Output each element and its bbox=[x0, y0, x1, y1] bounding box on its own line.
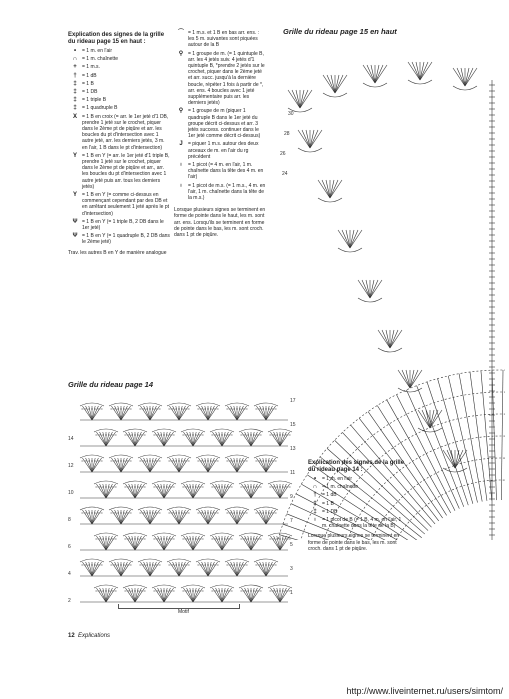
legend-item bbox=[68, 48, 170, 54]
legend-symbol-icon: Ψ bbox=[72, 218, 78, 225]
left-legend-footer: Trav. les autres B en Y de manière analogue bbox=[68, 249, 167, 256]
row-number-right: 17 bbox=[290, 398, 296, 404]
row-number-right: 9 bbox=[290, 494, 293, 500]
legend-symbol-icon: Ψ bbox=[72, 233, 78, 240]
legend-text: = 1 m. chaînette bbox=[82, 56, 118, 63]
legend-symbol-icon: • bbox=[73, 48, 77, 54]
legend-symbol-icon: ‡ bbox=[73, 105, 77, 112]
left-legend-title: Explication des signes de la grille du rideau page 15 en haut : bbox=[68, 32, 165, 45]
right-legend-footer: Lorsque plusieurs signes se terminent en forme de pointe dans le bas, les m. sont croch. dans 1 pt de piqûre. bbox=[308, 533, 400, 552]
row-number-right: 7 bbox=[290, 518, 293, 524]
legend-item bbox=[68, 219, 170, 231]
row-number-right: 11 bbox=[290, 470, 296, 476]
side-number: 30 bbox=[288, 111, 294, 117]
row-number-right: 5 bbox=[290, 542, 293, 548]
legend-symbol-icon: ⚲ bbox=[178, 50, 184, 57]
legend-symbol-icon: † bbox=[73, 72, 77, 79]
row-number-left: 14 bbox=[68, 436, 74, 442]
row-number-left: 8 bbox=[68, 517, 71, 523]
grid14-title: Grille du rideau page 14 bbox=[68, 380, 154, 389]
legend-text: = 1 picot (= 4 m. en l'air, 1 m. chaînette dans la tête des 4 m. en l'air) bbox=[188, 162, 264, 181]
legend-symbol-icon: Y bbox=[72, 152, 77, 159]
row-number-left: 6 bbox=[68, 544, 71, 550]
legend-symbol-icon: ♁ bbox=[178, 162, 184, 169]
left-legend bbox=[68, 32, 170, 256]
section-name: Explications bbox=[78, 633, 111, 639]
legend-symbol-icon: ‡ bbox=[73, 89, 77, 96]
side-number: 26 bbox=[280, 151, 286, 157]
legend-text: = 1 B en Y (= arr. le 1er jeté d'1 triple B, prendre 1 jeté sur le crochet, piquer dans le 2ème pt de piqûre et arr., arr. les boucles du pt d'intersection avec 1 autre jeté puis arr. tous les derniers jetés) bbox=[82, 152, 170, 190]
legend-symbol-icon: ⌒ bbox=[177, 30, 184, 36]
legend-symbol-icon: ⚲ bbox=[178, 108, 184, 115]
row-number-right: 1 bbox=[290, 590, 293, 596]
legend-item bbox=[68, 114, 170, 151]
legend-item bbox=[308, 501, 408, 507]
legend-item bbox=[68, 89, 170, 95]
legend-symbol-icon: + bbox=[73, 64, 77, 71]
legend-item bbox=[308, 476, 408, 482]
legend-text: = 1 B en Y (= 1 quadruple B, 2 DB dans le 2ème jeté) bbox=[82, 233, 170, 246]
legend-symbol-icon: ‡ bbox=[73, 80, 77, 87]
row-number-left: 12 bbox=[68, 463, 74, 469]
legend-item bbox=[68, 192, 170, 217]
legend-text: = 1 m. chaînette bbox=[322, 484, 358, 491]
grid14-diagram bbox=[66, 392, 306, 622]
legend-symbol-icon: ‡ bbox=[313, 500, 317, 507]
legend-item bbox=[68, 105, 170, 111]
right-legend bbox=[308, 460, 408, 552]
legend-symbol-icon: ♁ bbox=[312, 517, 318, 524]
mid-legend bbox=[174, 30, 266, 238]
legend-item bbox=[68, 81, 170, 87]
watermark: http://www.liveinternet.ru/users/simtom/ bbox=[346, 686, 503, 696]
left-legend-items bbox=[68, 48, 170, 246]
legend-item bbox=[68, 97, 170, 103]
legend-text: = 1 m. en l'air bbox=[322, 476, 352, 482]
legend-symbol-icon: X bbox=[72, 113, 77, 120]
legend-text: = 1 DB bbox=[82, 89, 98, 96]
row-number-left: 4 bbox=[68, 571, 71, 577]
legend-text: = 1 dB bbox=[82, 72, 97, 79]
legend-text: = 1 m.s. et 1 B en bas arr. ens. : les 5 m. suivantes sont piquées autour de la B bbox=[188, 30, 260, 49]
legend-symbol-icon: ∩ bbox=[72, 56, 78, 63]
row-number-left: 2 bbox=[68, 598, 71, 604]
side-number: 28 bbox=[284, 131, 290, 137]
legend-item bbox=[68, 233, 170, 245]
legend-text: = 1 B en Y (= comme ci-dessus en commençant cependant par des DB et en arrêtant seulement 1 jeté après le pt d'intersection) bbox=[82, 192, 169, 217]
right-legend-title: Explication des signes de la grille du rideau page 14 : bbox=[308, 460, 405, 473]
row-number-left: 10 bbox=[68, 490, 74, 496]
legend-item bbox=[68, 73, 170, 79]
motif-bracket bbox=[118, 604, 240, 609]
legend-text: = 1 B en Y (= 1 triple B, 2 DB dans le 1er jeté) bbox=[82, 218, 164, 232]
row-number-right: 13 bbox=[290, 446, 296, 452]
legend-text: = 1 m. en l'air bbox=[82, 48, 112, 54]
legend-symbol-icon: J bbox=[179, 141, 183, 148]
legend-item bbox=[308, 517, 408, 529]
legend-text: = 1 picot de B (= 1 B, 4 m. en l'air, 1 m. chaînette dans la tête de la B) bbox=[322, 517, 402, 530]
legend-item bbox=[174, 108, 266, 139]
motif-label: Motif bbox=[178, 609, 189, 615]
legend-item bbox=[174, 51, 266, 107]
legend-text: = 1 groupe de m (piquer 1 quadruple B dans le 1er jeté du groupe décrit ci-dessus et arr. 3 jetés success. continuer dans le 1er jeté comme décrit ci-dessus) bbox=[188, 108, 261, 140]
legend-symbol-icon: † bbox=[313, 492, 317, 499]
legend-item bbox=[68, 153, 170, 190]
legend-text: = 1 B en croix (= arr. le 1er jeté d'1 DB, prendre 1 jeté sur le crochet, piquer dans le 2ème pt de piqûre et arr. les boucles du pt d'intersection avec 1 autre jeté, arr. les derniers jetés, 3 m. en l'air, 1 B dans le pt d'intersection) bbox=[82, 113, 169, 151]
legend-text: = 1 B bbox=[322, 500, 334, 507]
legend-item bbox=[174, 183, 266, 202]
legend-symbol-icon: ‡ bbox=[313, 508, 317, 515]
legend-symbol-icon: ♁ bbox=[178, 182, 184, 189]
legend-item bbox=[308, 484, 408, 490]
side-number: 24 bbox=[282, 171, 288, 177]
legend-item bbox=[174, 162, 266, 181]
legend-item bbox=[174, 141, 266, 160]
legend-symbol-icon: ∩ bbox=[312, 484, 318, 491]
mid-legend-items bbox=[174, 30, 266, 201]
legend-item bbox=[68, 64, 170, 70]
legend-text: = 1 m.s. bbox=[82, 64, 100, 71]
grid15-title: Grille du rideau page 15 en haut bbox=[283, 27, 397, 36]
mid-legend-footer: Lorsque plusieurs signes se terminent en forme de pointe dans le haut, les m. sont arr. ens. Lorsqu'ils se terminent en forme de pointe dans le bas, les m. sont croch. dans 1 pt de piqûre. bbox=[174, 207, 266, 239]
legend-item bbox=[174, 30, 266, 49]
legend-text: = piquer 1 m.s. autour des deux arceaux de m. en l'air du rg précédent bbox=[188, 141, 259, 160]
legend-item bbox=[308, 509, 408, 515]
page-footer bbox=[68, 633, 110, 639]
legend-text: = 1 dB bbox=[322, 492, 337, 499]
legend-symbol-icon: ‡ bbox=[73, 97, 77, 104]
legend-text: = 1 groupe de m. (= 1 quintuple B, arr. les 4 jetés suiv. 4 jetés d'1 quintuple B, *prendre 2 jetés sur le crochet, piquer dans le 2ème jeté et arr. succ. jusqu'à la dernière boucle, répéter 1 fois à partir de *, arr. ens. 4 boucles avec 1 jeté supplémentaire puis arr. les derniers jetés) bbox=[188, 50, 265, 107]
row-number-right: 15 bbox=[290, 422, 296, 428]
right-legend-items bbox=[308, 476, 408, 529]
legend-symbol-icon: • bbox=[313, 476, 317, 482]
page-number: 12 bbox=[68, 633, 75, 639]
legend-text: = 1 triple B bbox=[82, 97, 107, 104]
row-number-right: 3 bbox=[290, 566, 293, 572]
legend-item bbox=[68, 56, 170, 62]
legend-item bbox=[308, 492, 408, 498]
legend-text: = 1 quadruple B bbox=[82, 105, 118, 112]
legend-text: = 1 picot de m.s. (= 1 m.s., 4 m. en l'air, 1 m. chaînette dans la tête de la m.s.) bbox=[188, 182, 266, 202]
legend-symbol-icon: Y bbox=[72, 192, 77, 199]
legend-text: = 1 DB bbox=[322, 508, 338, 515]
legend-text: = 1 B bbox=[82, 80, 94, 87]
